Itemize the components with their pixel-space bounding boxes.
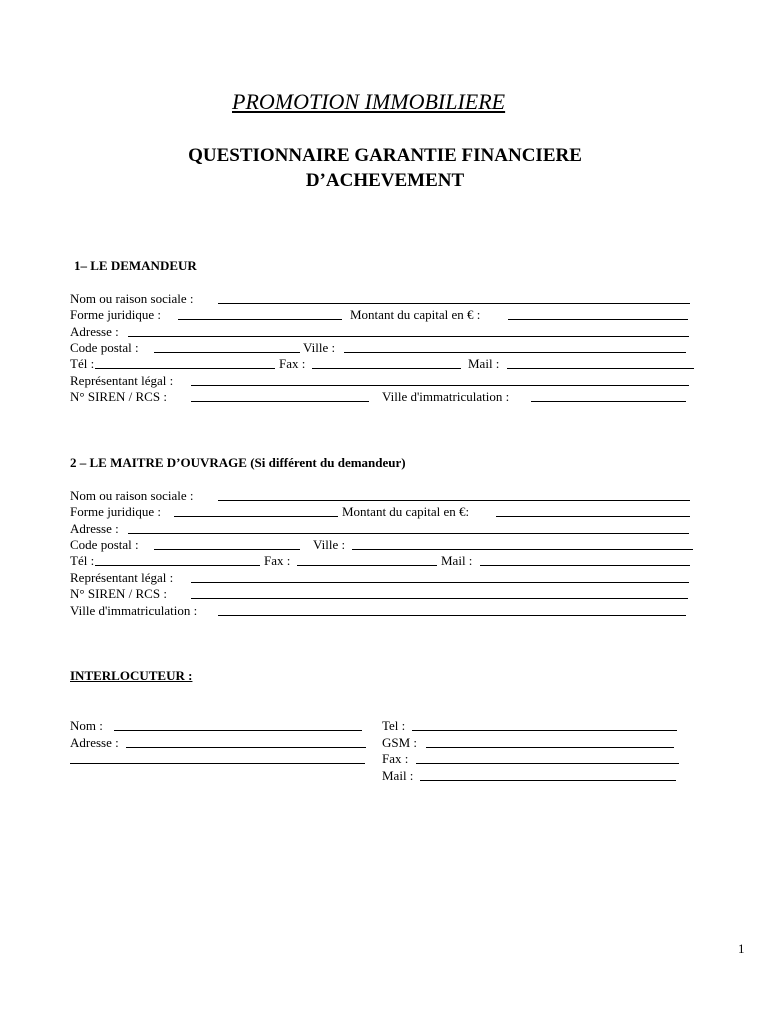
- demandeur-representant-label: Représentant légal :: [70, 373, 174, 388]
- interlocuteur-gsm-field[interactable]: [426, 747, 674, 748]
- demandeur-mail-label: Mail :: [468, 356, 500, 371]
- demandeur-tel-label: Tél :: [70, 356, 95, 371]
- maitre-forme-field[interactable]: [174, 516, 338, 517]
- demandeur-code-postal-label: Code postal :: [70, 340, 139, 355]
- demandeur-tel-field[interactable]: [95, 368, 275, 369]
- interlocuteur-gsm-label: GSM :: [382, 735, 418, 750]
- interlocuteur-tel-label: Tel :: [382, 718, 406, 733]
- maitre-montant-field[interactable]: [496, 516, 690, 517]
- maitre-code-postal-label: Code postal :: [70, 537, 139, 552]
- maitre-siren-label: N° SIREN / RCS :: [70, 586, 167, 601]
- maitre-adresse-label: Adresse :: [70, 521, 119, 536]
- demandeur-siren-label: N° SIREN / RCS :: [70, 389, 167, 404]
- page-number: 1: [738, 941, 745, 956]
- maitre-mail-field[interactable]: [480, 565, 690, 566]
- maitre-adresse-field[interactable]: [128, 533, 689, 534]
- maitre-tel-label: Tél :: [70, 553, 95, 568]
- document-subtitle-line1: QUESTIONNAIRE GARANTIE FINANCIERE: [188, 145, 582, 166]
- demandeur-ville-immat-label: Ville d'immatriculation :: [382, 389, 510, 404]
- section-maitre-ouvrage-heading: 2 – LE MAITRE D’OUVRAGE (Si différent du demandeur): [70, 455, 406, 470]
- demandeur-nom-field[interactable]: [218, 303, 690, 304]
- section-interlocuteur-heading: INTERLOCUTEUR :: [70, 668, 193, 683]
- demandeur-montant-field[interactable]: [508, 319, 688, 320]
- demandeur-fax-field[interactable]: [312, 368, 461, 369]
- maitre-tel-field[interactable]: [95, 565, 260, 566]
- demandeur-adresse-label: Adresse :: [70, 324, 119, 339]
- document-subtitle-line2: D’ACHEVEMENT: [305, 170, 465, 191]
- maitre-mail-label: Mail :: [441, 553, 473, 568]
- demandeur-ville-label: Ville :: [303, 340, 336, 355]
- interlocuteur-fax-field[interactable]: [416, 763, 679, 764]
- interlocuteur-nom-field[interactable]: [114, 730, 362, 731]
- interlocuteur-adresse-label: Adresse :: [70, 735, 119, 750]
- maitre-ville-label: Ville :: [313, 537, 346, 552]
- interlocuteur-nom-label: Nom :: [70, 718, 103, 733]
- interlocuteur-fax-label: Fax :: [382, 751, 409, 766]
- maitre-code-postal-field[interactable]: [154, 549, 300, 550]
- demandeur-mail-field[interactable]: [507, 368, 694, 369]
- maitre-forme-label: Forme juridique :: [70, 504, 161, 519]
- demandeur-forme-label: Forme juridique :: [70, 307, 161, 322]
- demandeur-ville-immat-field[interactable]: [531, 401, 686, 402]
- maitre-nom-field[interactable]: [218, 500, 690, 501]
- maitre-ville-immat-label: Ville d'immatriculation :: [70, 603, 198, 618]
- document-title: PROMOTION IMMOBILIERE: [232, 89, 506, 114]
- maitre-fax-label: Fax :: [264, 553, 291, 568]
- interlocuteur-adresse-field[interactable]: [126, 747, 366, 748]
- maitre-ville-field[interactable]: [352, 549, 693, 550]
- demandeur-forme-field[interactable]: [178, 319, 342, 320]
- interlocuteur-tel-field[interactable]: [412, 730, 677, 731]
- demandeur-nom-label: Nom ou raison sociale :: [70, 291, 194, 306]
- demandeur-representant-field[interactable]: [191, 385, 689, 386]
- maitre-ville-immat-field[interactable]: [218, 615, 686, 616]
- maitre-montant-label: Montant du capital en €:: [342, 504, 470, 519]
- demandeur-fax-label: Fax :: [279, 356, 306, 371]
- demandeur-code-postal-field[interactable]: [154, 352, 300, 353]
- maitre-representant-field[interactable]: [191, 582, 689, 583]
- interlocuteur-adresse-field-line2[interactable]: [70, 763, 365, 764]
- interlocuteur-mail-field[interactable]: [420, 780, 676, 781]
- maitre-siren-field[interactable]: [191, 598, 688, 599]
- demandeur-ville-field[interactable]: [344, 352, 686, 353]
- interlocuteur-mail-label: Mail :: [382, 768, 414, 783]
- maitre-nom-label: Nom ou raison sociale :: [70, 488, 194, 503]
- maitre-representant-label: Représentant légal :: [70, 570, 174, 585]
- section-demandeur-heading: 1– LE DEMANDEUR: [74, 258, 197, 273]
- demandeur-montant-label: Montant du capital en € :: [350, 307, 481, 322]
- demandeur-siren-field[interactable]: [191, 401, 369, 402]
- maitre-fax-field[interactable]: [297, 565, 437, 566]
- demandeur-adresse-field[interactable]: [128, 336, 689, 337]
